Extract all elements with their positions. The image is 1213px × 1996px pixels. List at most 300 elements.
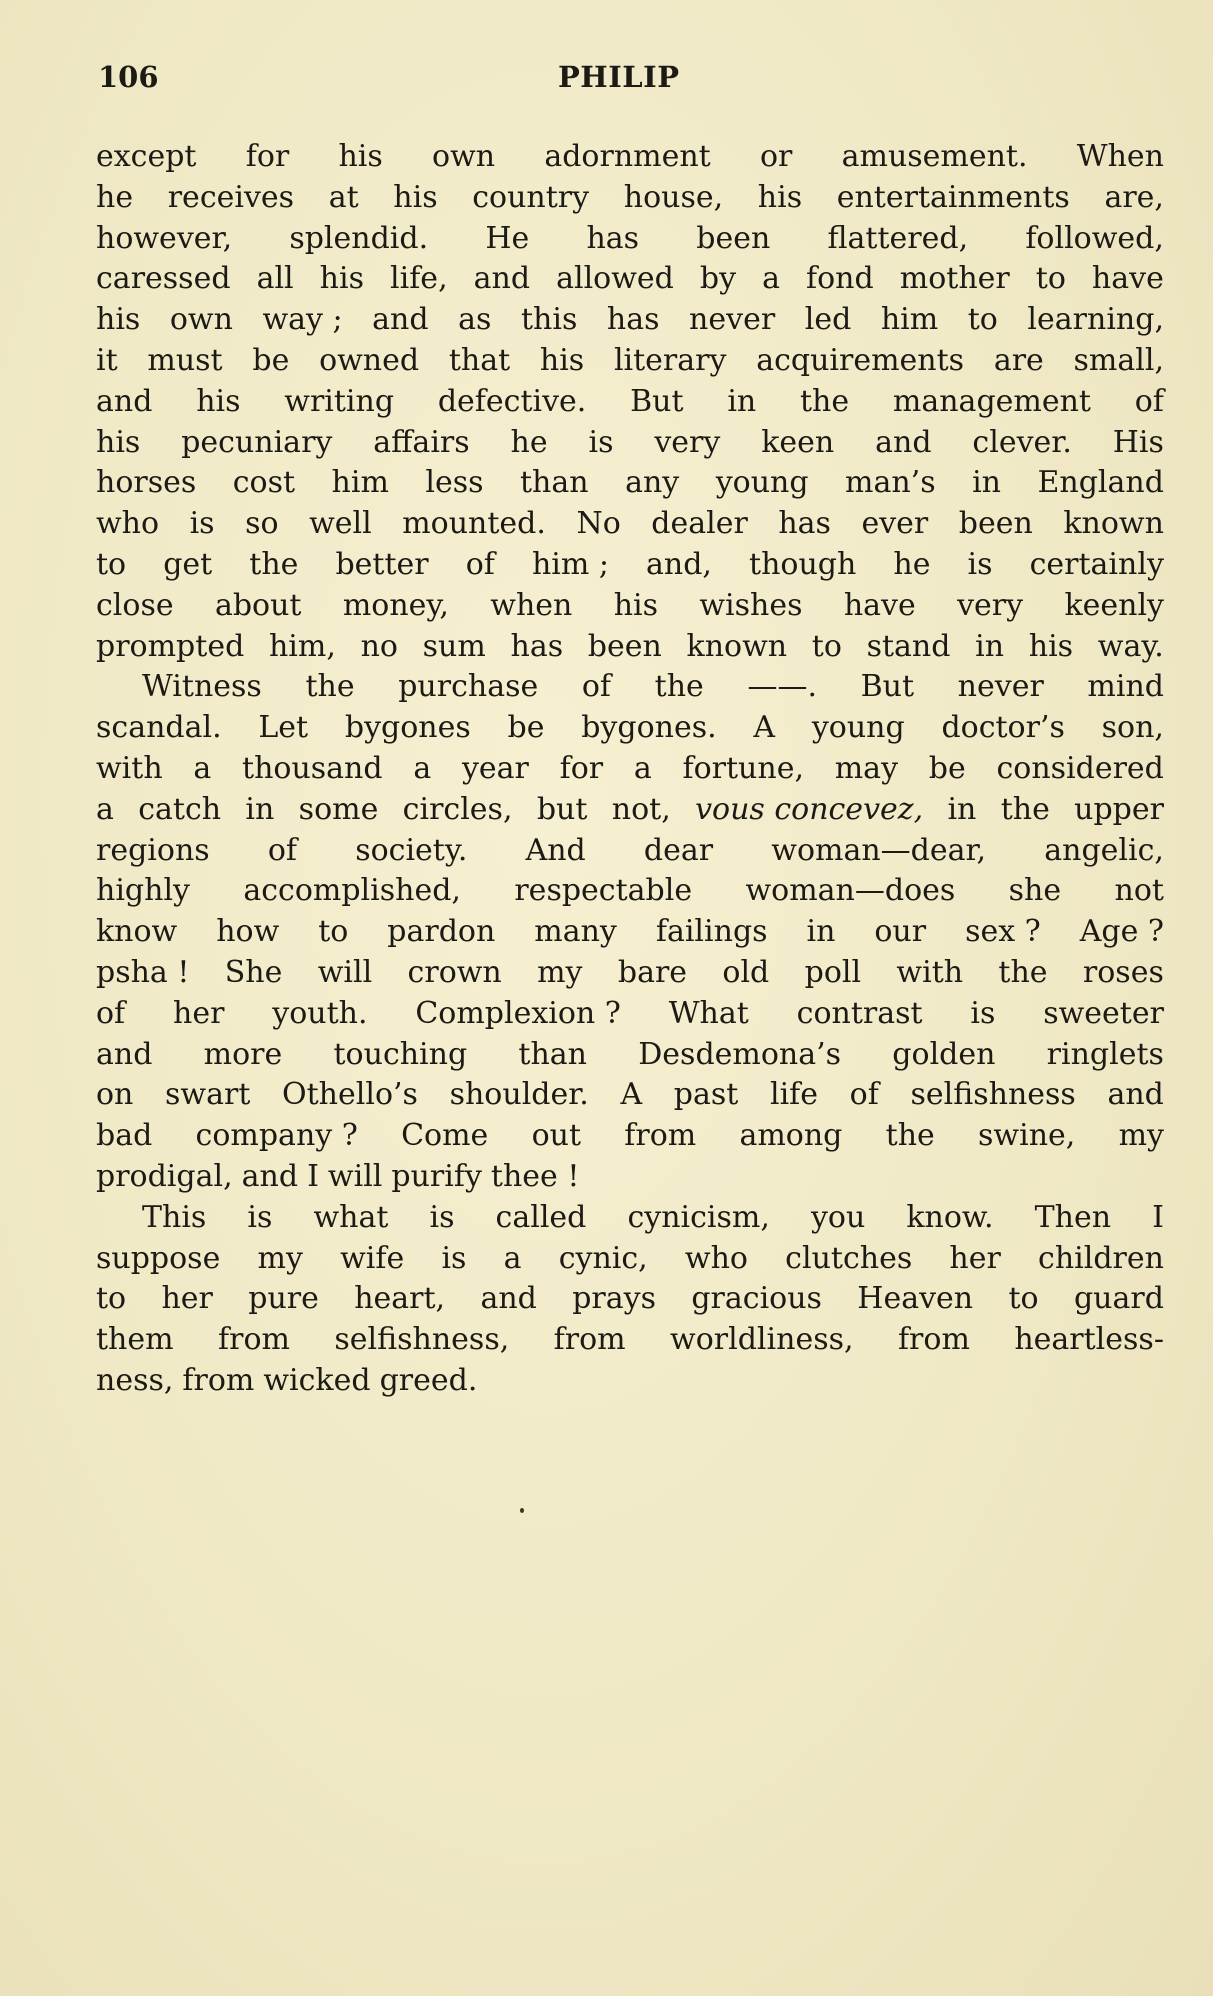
word: of xyxy=(1134,383,1164,419)
word: followed, xyxy=(1025,220,1164,256)
word: company ? xyxy=(195,1118,358,1154)
word: in xyxy=(975,628,1005,664)
word: selfishness, xyxy=(334,1322,510,1358)
word: suppose xyxy=(96,1240,221,1276)
word: small, xyxy=(1073,342,1164,378)
word: man’s xyxy=(845,465,936,501)
word: life, xyxy=(390,261,448,297)
word: him ; xyxy=(531,546,609,582)
word: his xyxy=(1028,628,1074,664)
word: receives xyxy=(167,179,295,215)
word: angelic, xyxy=(1044,832,1164,868)
word: any xyxy=(625,465,680,501)
word: get xyxy=(163,546,213,582)
word: the xyxy=(1000,791,1050,827)
word: acquirements xyxy=(756,342,965,378)
word: except xyxy=(96,139,197,174)
word: than xyxy=(518,1036,588,1072)
word: I xyxy=(1152,1199,1164,1235)
text-line xyxy=(96,586,1164,627)
word: know xyxy=(96,914,178,950)
word: bare xyxy=(617,954,688,990)
text-line xyxy=(96,1361,1164,1402)
word: but xyxy=(536,791,588,827)
word: society. xyxy=(355,832,468,868)
word: thee ! xyxy=(490,1158,580,1194)
word: England xyxy=(1037,465,1164,501)
word: the xyxy=(249,546,299,582)
word: however, xyxy=(96,220,233,256)
word: psha ! xyxy=(96,954,190,990)
word: has xyxy=(510,628,564,664)
word: to xyxy=(811,628,842,664)
word: is xyxy=(967,546,993,582)
word: youth. xyxy=(272,995,368,1031)
word: pecuniary xyxy=(181,424,333,460)
word: Come xyxy=(401,1118,489,1154)
word: her xyxy=(161,1281,213,1317)
word: a xyxy=(193,750,212,786)
word: a xyxy=(503,1240,522,1276)
word: not xyxy=(1114,873,1164,909)
word: way. xyxy=(1097,628,1164,664)
word: owned xyxy=(319,342,420,378)
word: way ; xyxy=(262,302,343,338)
word: from xyxy=(624,1118,697,1154)
word: poll xyxy=(804,954,862,990)
word: ness, xyxy=(96,1362,174,1398)
word: roses xyxy=(1082,954,1164,990)
word: His xyxy=(1112,424,1164,460)
word: better xyxy=(335,546,429,582)
word: many xyxy=(534,914,617,950)
word: you xyxy=(810,1199,866,1235)
word: a xyxy=(96,791,114,827)
text-line xyxy=(96,1075,1164,1116)
word: A xyxy=(620,1077,643,1113)
word: he xyxy=(96,179,134,215)
word: all xyxy=(256,261,294,297)
word: doctor’s xyxy=(941,710,1065,746)
word: catch xyxy=(138,791,222,827)
word: I xyxy=(307,1158,319,1194)
word: He xyxy=(485,220,530,256)
word: will xyxy=(327,1158,383,1194)
word: No xyxy=(576,506,621,542)
word: a xyxy=(762,261,780,297)
word: the xyxy=(305,669,355,705)
word: been xyxy=(587,628,662,664)
word: have xyxy=(843,587,916,623)
word: is xyxy=(970,995,996,1031)
word: sweeter xyxy=(1043,995,1164,1031)
word: in xyxy=(245,791,275,827)
text-line xyxy=(96,423,1164,464)
word: must xyxy=(147,342,223,378)
word: his xyxy=(757,179,803,215)
word: entertainments xyxy=(836,179,1070,215)
word: fond xyxy=(806,261,874,297)
word: certainly xyxy=(1029,546,1164,582)
word: with xyxy=(896,954,964,990)
word: well xyxy=(309,506,372,542)
word: splendid. xyxy=(289,220,429,256)
text-line xyxy=(96,545,1164,586)
text-line xyxy=(96,219,1164,260)
word: of xyxy=(581,669,612,705)
word: in xyxy=(972,465,1001,501)
word: she xyxy=(1008,873,1062,909)
word: what xyxy=(313,1199,389,1235)
text-line xyxy=(96,259,1164,300)
word: as xyxy=(458,302,492,338)
word: greed. xyxy=(379,1362,478,1398)
word: own xyxy=(169,302,233,338)
word: more xyxy=(203,1036,283,1072)
word: wicked xyxy=(263,1362,371,1398)
word: She xyxy=(224,954,283,990)
word: and xyxy=(875,424,932,460)
word: cynicism, xyxy=(627,1199,770,1235)
word: failings xyxy=(655,914,768,950)
page-number: 106 xyxy=(98,60,159,94)
word: him, xyxy=(268,628,336,664)
text-line xyxy=(96,871,1164,912)
word: cost xyxy=(232,465,296,501)
word: country xyxy=(472,179,590,215)
word: contrast xyxy=(796,995,923,1031)
word: his xyxy=(539,342,585,378)
word: from xyxy=(218,1322,290,1358)
word: amusement. xyxy=(841,139,1028,174)
word: ever xyxy=(861,506,929,542)
text-line xyxy=(96,912,1164,953)
word: in xyxy=(947,791,977,827)
word: known xyxy=(1063,506,1164,542)
word: him xyxy=(880,302,939,338)
word: about xyxy=(214,587,302,623)
word: and xyxy=(96,1036,153,1072)
word: have xyxy=(1091,261,1164,297)
word: What xyxy=(668,995,749,1031)
word: he xyxy=(893,546,931,582)
word: will xyxy=(317,954,373,990)
word: bygones xyxy=(344,710,471,746)
text-line xyxy=(96,667,1164,708)
word: it xyxy=(96,342,118,378)
text-line xyxy=(96,627,1164,668)
word: son, xyxy=(1101,710,1164,746)
word: money, xyxy=(342,587,449,623)
word: upper xyxy=(1074,791,1164,827)
word: and xyxy=(96,383,153,419)
word: very xyxy=(654,424,721,460)
word: vous concevez, xyxy=(695,791,924,827)
word: who xyxy=(96,506,160,542)
word: swart xyxy=(165,1077,251,1113)
word: cynic, xyxy=(558,1240,648,1276)
word: literary xyxy=(613,342,727,378)
word: heartless- xyxy=(1014,1322,1164,1358)
word: mother xyxy=(899,261,1010,297)
text-line xyxy=(96,300,1164,341)
text-line xyxy=(96,1035,1164,1076)
running-head xyxy=(98,60,1162,100)
word: adornment xyxy=(544,139,711,174)
word: for xyxy=(245,139,290,174)
word: And xyxy=(525,832,586,868)
text-line xyxy=(96,1239,1164,1280)
word: circles, xyxy=(402,791,513,827)
word: management xyxy=(892,383,1091,419)
word: a xyxy=(633,750,652,786)
word: bad xyxy=(96,1118,153,1154)
word: be xyxy=(252,342,290,378)
text-line xyxy=(96,178,1164,219)
word: affairs xyxy=(373,424,470,460)
word: But xyxy=(860,669,915,705)
word: his xyxy=(393,179,438,215)
word: has xyxy=(586,220,640,256)
word: for xyxy=(559,750,604,786)
word: his xyxy=(338,139,383,174)
text-line xyxy=(96,341,1164,382)
word: to xyxy=(318,914,349,950)
word: When xyxy=(1076,139,1164,174)
word: no xyxy=(360,628,398,664)
text-line xyxy=(96,953,1164,994)
word: led xyxy=(804,302,852,338)
word: guard xyxy=(1073,1281,1164,1317)
word: been xyxy=(958,506,1033,542)
word: though xyxy=(749,546,857,582)
word: his xyxy=(196,383,241,419)
word: clutches xyxy=(785,1240,913,1276)
text-line xyxy=(96,708,1164,749)
word: among xyxy=(739,1118,843,1154)
word: ——. xyxy=(747,669,817,705)
word: wishes xyxy=(699,587,803,623)
word: horses xyxy=(96,465,197,501)
text-line xyxy=(96,790,1164,831)
word: from xyxy=(897,1322,970,1358)
word: woman—does xyxy=(745,873,956,909)
word: never xyxy=(689,302,776,338)
word: crown xyxy=(407,954,502,990)
word: Complexion ? xyxy=(415,995,621,1031)
word: to xyxy=(1008,1281,1039,1317)
word: has xyxy=(778,506,831,542)
word: my xyxy=(257,1240,303,1276)
word: with xyxy=(96,750,163,786)
text-line xyxy=(96,1320,1164,1361)
word: are, xyxy=(1104,179,1164,215)
word: in xyxy=(727,383,757,419)
word: wife xyxy=(340,1240,405,1276)
word: heart, xyxy=(354,1281,446,1317)
word: stand xyxy=(866,628,951,664)
word: is xyxy=(429,1199,455,1235)
word: my xyxy=(537,954,583,990)
word: out xyxy=(531,1118,582,1154)
word: and xyxy=(473,261,531,297)
word: in xyxy=(806,914,836,950)
print-speck xyxy=(520,1508,524,1513)
word: Witness xyxy=(142,669,262,705)
word: the xyxy=(885,1118,935,1154)
word: less xyxy=(425,465,484,501)
word: the xyxy=(998,954,1048,990)
word: known xyxy=(686,628,788,664)
word: past xyxy=(673,1077,739,1113)
word: how xyxy=(216,914,280,950)
word: him xyxy=(331,465,389,501)
word: pardon xyxy=(387,914,496,950)
word: sum xyxy=(422,628,486,664)
word: be xyxy=(507,710,545,746)
word: prompted xyxy=(96,628,245,664)
word: than xyxy=(520,465,589,501)
word: this xyxy=(520,302,578,338)
word: mind xyxy=(1087,669,1164,705)
word: pure xyxy=(248,1281,319,1317)
word: flattered, xyxy=(827,220,969,256)
text-line xyxy=(96,463,1164,504)
word: from xyxy=(182,1362,255,1398)
text-line xyxy=(96,994,1164,1035)
word: his xyxy=(613,587,658,623)
word: close xyxy=(96,587,174,623)
word: that xyxy=(448,342,511,378)
word: and xyxy=(1107,1077,1164,1113)
word: are xyxy=(993,342,1044,378)
text-line xyxy=(96,382,1164,423)
word: young xyxy=(811,710,905,746)
word: Then xyxy=(1034,1199,1112,1235)
word: them xyxy=(96,1322,174,1358)
word: of xyxy=(96,995,126,1031)
word: highly xyxy=(96,873,190,909)
word: some xyxy=(298,791,379,827)
word: purify xyxy=(391,1158,482,1194)
word: to xyxy=(967,302,998,338)
word: learning, xyxy=(1027,302,1164,338)
text-line xyxy=(96,504,1164,545)
word: of xyxy=(849,1077,879,1113)
word: shoulder. xyxy=(449,1077,589,1113)
word: been xyxy=(696,220,771,256)
word: old xyxy=(722,954,770,990)
word: caressed xyxy=(96,261,231,297)
word: fortune, xyxy=(682,750,804,786)
word: swine, xyxy=(978,1118,1076,1154)
word: mounted. xyxy=(402,506,546,542)
word: and xyxy=(241,1158,299,1194)
text-line xyxy=(96,749,1164,790)
word: a xyxy=(413,750,432,786)
word: so xyxy=(245,506,279,542)
word: who xyxy=(684,1240,748,1276)
body-text xyxy=(96,137,1164,1402)
word: and xyxy=(372,302,429,338)
word: has xyxy=(606,302,660,338)
word: on xyxy=(96,1077,134,1113)
word: dealer xyxy=(651,506,748,542)
text-line xyxy=(96,1157,1164,1198)
word: selfishness xyxy=(910,1077,1076,1113)
word: very xyxy=(957,587,1024,623)
word: purchase xyxy=(398,669,539,705)
word: Heaven xyxy=(857,1281,974,1317)
word: dear xyxy=(643,832,714,868)
word: A xyxy=(753,710,776,746)
word: respectable xyxy=(514,873,693,909)
word: he xyxy=(510,424,548,460)
word: to xyxy=(1035,261,1066,297)
word: be xyxy=(928,750,966,786)
word: or xyxy=(759,139,793,174)
word: when xyxy=(490,587,573,623)
word: Othello’s xyxy=(282,1077,418,1113)
word: defective. xyxy=(437,383,587,419)
word: his xyxy=(319,261,364,297)
word: our xyxy=(874,914,927,950)
word: thousand xyxy=(242,750,383,786)
word: not, xyxy=(611,791,671,827)
word: clever. xyxy=(972,424,1072,460)
word: Let xyxy=(258,710,309,746)
word: her xyxy=(949,1240,1001,1276)
word: her xyxy=(173,995,225,1031)
text-line xyxy=(96,1198,1164,1239)
word: is xyxy=(189,506,215,542)
word: scandal. xyxy=(96,710,222,746)
word: Desdemona’s xyxy=(638,1036,842,1072)
word: at xyxy=(328,179,359,215)
word: children xyxy=(1038,1240,1164,1276)
text-line xyxy=(96,1116,1164,1157)
word: and xyxy=(480,1281,537,1317)
word: keenly xyxy=(1064,587,1164,623)
word: worldliness, xyxy=(670,1322,854,1358)
word: regions xyxy=(96,832,210,868)
word: of xyxy=(465,546,495,582)
word: considered xyxy=(996,750,1164,786)
word: prodigal, xyxy=(96,1158,233,1194)
word: Age ? xyxy=(1079,914,1164,950)
word: the xyxy=(800,383,850,419)
word: may xyxy=(834,750,899,786)
word: golden xyxy=(892,1036,996,1072)
word: to xyxy=(96,1281,127,1317)
word: prays xyxy=(572,1281,656,1317)
word: his xyxy=(96,302,141,338)
word: his xyxy=(96,424,141,460)
word: the xyxy=(654,669,704,705)
word: is xyxy=(588,424,614,460)
word: is xyxy=(247,1199,273,1235)
word: house, xyxy=(623,179,724,215)
word: But xyxy=(630,383,684,419)
word: allowed xyxy=(556,261,674,297)
word: writing xyxy=(284,383,395,419)
word: my xyxy=(1118,1118,1164,1154)
word: touching xyxy=(333,1036,468,1072)
word: gracious xyxy=(691,1281,822,1317)
word: This xyxy=(142,1199,207,1235)
word: called xyxy=(495,1199,587,1235)
word: and, xyxy=(646,546,712,582)
